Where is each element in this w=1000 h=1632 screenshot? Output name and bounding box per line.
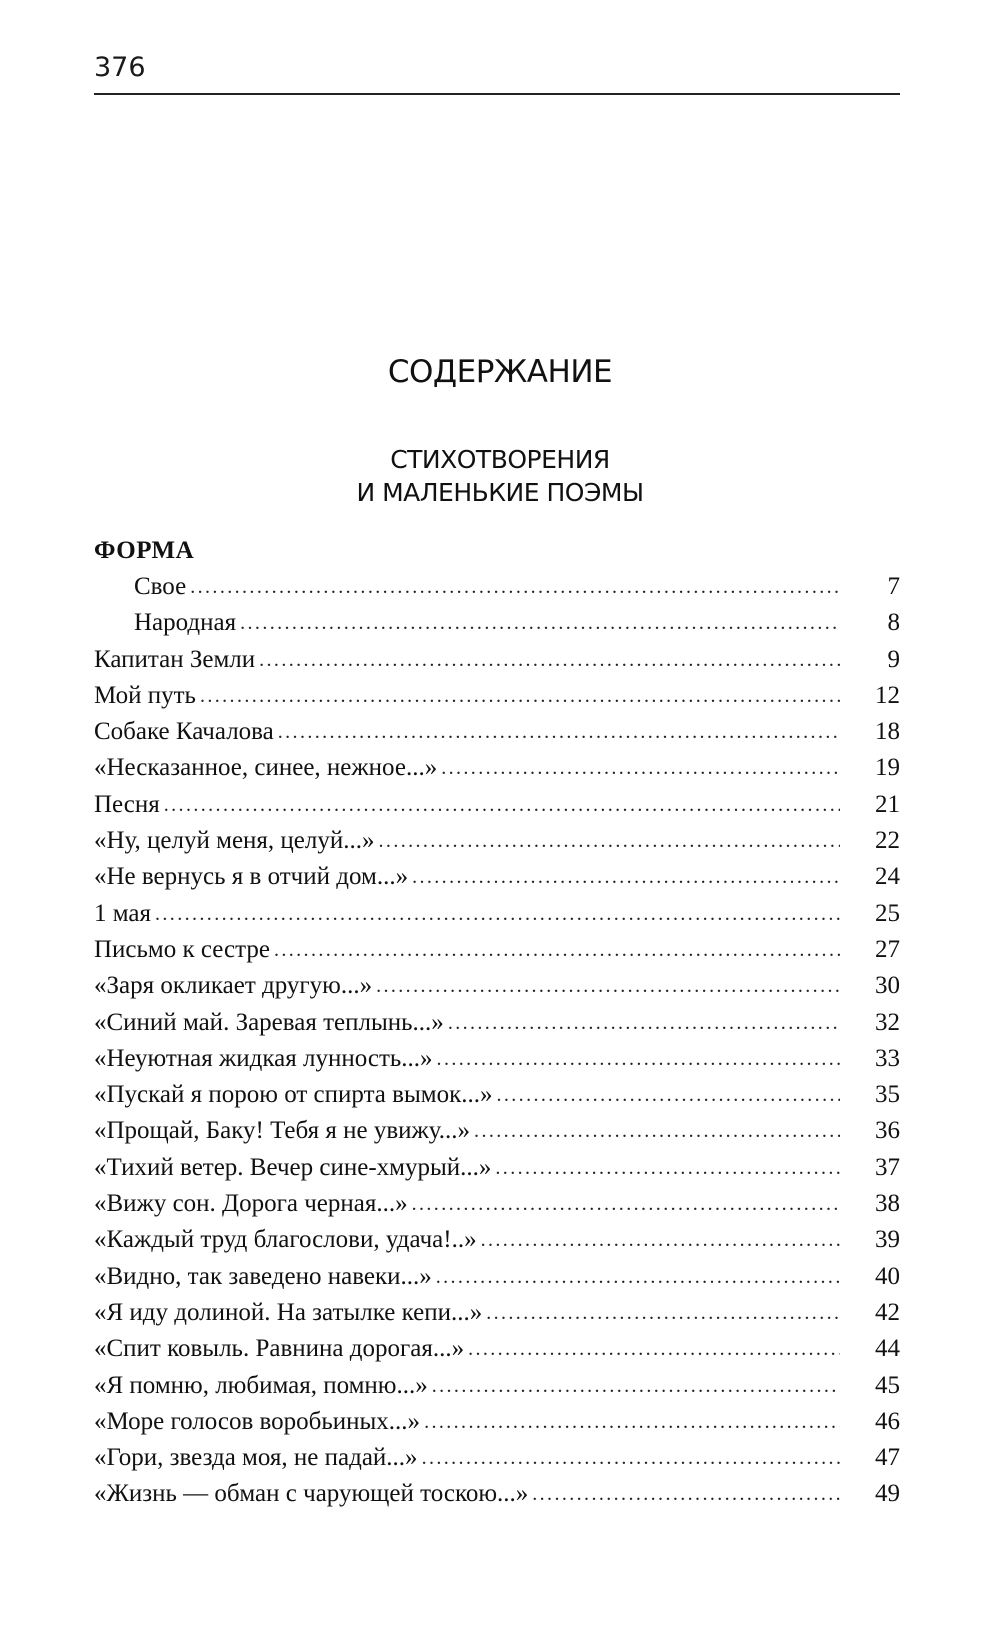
dot-leader (412, 1186, 840, 1222)
dot-leader (379, 823, 840, 859)
toc-entry (94, 859, 900, 895)
toc-group-title: ФОРМА (94, 537, 195, 564)
dot-leader (424, 1404, 840, 1440)
dot-leader (274, 932, 840, 968)
toc-entry-title: Капитан Земли (94, 645, 256, 673)
contents-title: СОДЕРЖАНИЕ (387, 354, 613, 390)
header-rule (94, 93, 900, 95)
toc-entry-page: 37 (875, 1153, 900, 1181)
toc-entry-page: 18 (875, 718, 900, 746)
toc-entry (94, 1404, 900, 1440)
toc-entry (94, 1041, 900, 1077)
toc-entry-title: «Жизнь — обман с чарующей тоскою...» (94, 1480, 529, 1508)
toc-entry-page: 32 (875, 1008, 900, 1036)
toc-entry-title: «Ну, целуй меня, целуй...» (94, 827, 375, 855)
toc-entry-page: 30 (875, 972, 900, 1000)
toc-entry-page: 46 (875, 1407, 900, 1435)
table-of-contents (94, 533, 900, 1513)
toc-entry-title: Мой путь (94, 681, 196, 709)
dot-leader (495, 1150, 840, 1186)
dot-leader (240, 605, 840, 641)
dot-leader (278, 714, 840, 750)
dot-leader (481, 1222, 840, 1258)
toc-entry-page: 7 (887, 573, 900, 600)
toc-entry-title: Свое (134, 573, 187, 600)
toc-entry-page: 38 (875, 1190, 900, 1218)
toc-entry-page: 19 (875, 754, 900, 782)
toc-entry (94, 787, 900, 823)
toc-entry-page: 25 (875, 899, 900, 927)
toc-entry-page: 8 (887, 609, 900, 637)
toc-entry-page: 42 (875, 1298, 900, 1326)
toc-entry-title: 1 мая (94, 899, 151, 927)
section-title-line-2: И МАЛЕНЬКИЕ ПОЭМЫ (356, 478, 644, 507)
toc-entry-page: 12 (875, 681, 900, 709)
toc-entry-title: «Каждый труд благослови, удача!..» (94, 1226, 477, 1254)
toc-entry (94, 1476, 900, 1512)
toc-entry (94, 605, 900, 641)
toc-entry-page: 47 (875, 1444, 900, 1472)
toc-entry (94, 1222, 900, 1258)
toc-entry-title: «Видно, так заведено навеки...» (94, 1262, 432, 1290)
toc-entry (94, 714, 900, 750)
toc-entry-page: 49 (875, 1480, 900, 1508)
page-number: 376 (94, 52, 146, 83)
toc-entry-page: 40 (875, 1262, 900, 1290)
dot-leader (200, 678, 840, 714)
toc-entry-title: «Несказанное, синее, нежное...» (94, 754, 438, 782)
dot-leader (437, 1041, 840, 1077)
toc-entry-page: 36 (875, 1117, 900, 1145)
toc-entry-title: «Прощай, Баку! Тебя я не увижу...» (94, 1117, 471, 1145)
dot-leader (474, 1113, 840, 1149)
toc-entry-title: «Море голосов воробьиных...» (94, 1407, 421, 1435)
toc-entry (94, 1113, 900, 1149)
section-title-line-1: СТИХОТВОРЕНИЯ (390, 445, 610, 474)
toc-entry (94, 968, 900, 1004)
toc-entry (94, 896, 900, 932)
toc-entry (94, 1440, 900, 1476)
toc-entry-title: «Синий май. Заревая теплынь...» (94, 1008, 444, 1036)
toc-entry-title: Собаке Качалова (94, 718, 274, 746)
toc-entry (94, 1077, 900, 1113)
dot-leader (441, 750, 840, 786)
dot-leader (376, 968, 840, 1004)
toc-entry-title: «Гори, звезда моя, не падай...» (94, 1444, 418, 1472)
toc-entry-title: Письмо к сестре (94, 935, 270, 963)
toc-entry (94, 1186, 900, 1222)
toc-entry-page: 44 (875, 1335, 900, 1363)
toc-entry-title: «Я помню, любимая, помню...» (94, 1371, 428, 1399)
toc-entry (94, 678, 900, 714)
dot-leader (412, 859, 840, 895)
dot-leader (448, 1005, 840, 1041)
toc-entry (94, 750, 900, 786)
toc-entry-title: «Я иду долиной. На затылке кепи...» (94, 1298, 483, 1326)
toc-entry (94, 823, 900, 859)
page-header (94, 48, 900, 96)
toc-entry-title: «Неуютная жидкая лунность...» (94, 1044, 433, 1072)
toc-entry (94, 932, 900, 968)
toc-entry-page: 21 (875, 790, 900, 818)
section-title (0, 443, 1000, 509)
dot-leader (164, 787, 840, 823)
dot-leader (496, 1077, 840, 1113)
toc-entry (94, 1005, 900, 1041)
dot-leader (486, 1295, 840, 1331)
toc-entry-title: «Тихий ветер. Вечер сине-хмурый...» (94, 1153, 492, 1181)
toc-entry (94, 569, 900, 605)
dot-leader (190, 569, 840, 605)
dot-leader (155, 896, 840, 932)
toc-entry (94, 1368, 900, 1404)
toc-entry-title: «Спит ковыль. Равнина дорогая...» (94, 1335, 465, 1363)
toc-entry-page: 45 (875, 1371, 900, 1399)
toc-entry-title: Народная (134, 609, 237, 637)
dot-leader (436, 1259, 840, 1295)
dot-leader (532, 1476, 840, 1512)
toc-entry-page: 33 (875, 1044, 900, 1072)
toc-entry (94, 1331, 900, 1367)
toc-entry (94, 642, 900, 678)
toc-entry (94, 1295, 900, 1331)
dot-leader (422, 1440, 840, 1476)
toc-entry-title: «Заря окликает другую...» (94, 972, 373, 1000)
toc-entry-page: 39 (875, 1226, 900, 1254)
dot-leader (259, 642, 840, 678)
toc-entry-title: «Не вернусь я в отчий дом...» (94, 863, 409, 891)
toc-entry-page: 22 (875, 827, 900, 855)
toc-entry-page: 35 (875, 1081, 900, 1109)
toc-entry-title: «Пускай я порою от спирта вымок...» (94, 1081, 493, 1109)
toc-entry (94, 1259, 900, 1295)
toc-entry-title: Песня (94, 790, 160, 818)
toc-entry (94, 1150, 900, 1186)
toc-entry-page: 9 (887, 645, 900, 673)
toc-entry-page: 24 (875, 863, 900, 891)
dot-leader (468, 1331, 840, 1367)
toc-entry-page: 27 (875, 935, 900, 963)
toc-entry-title: «Вижу сон. Дорога черная...» (94, 1190, 408, 1218)
dot-leader (432, 1368, 840, 1404)
